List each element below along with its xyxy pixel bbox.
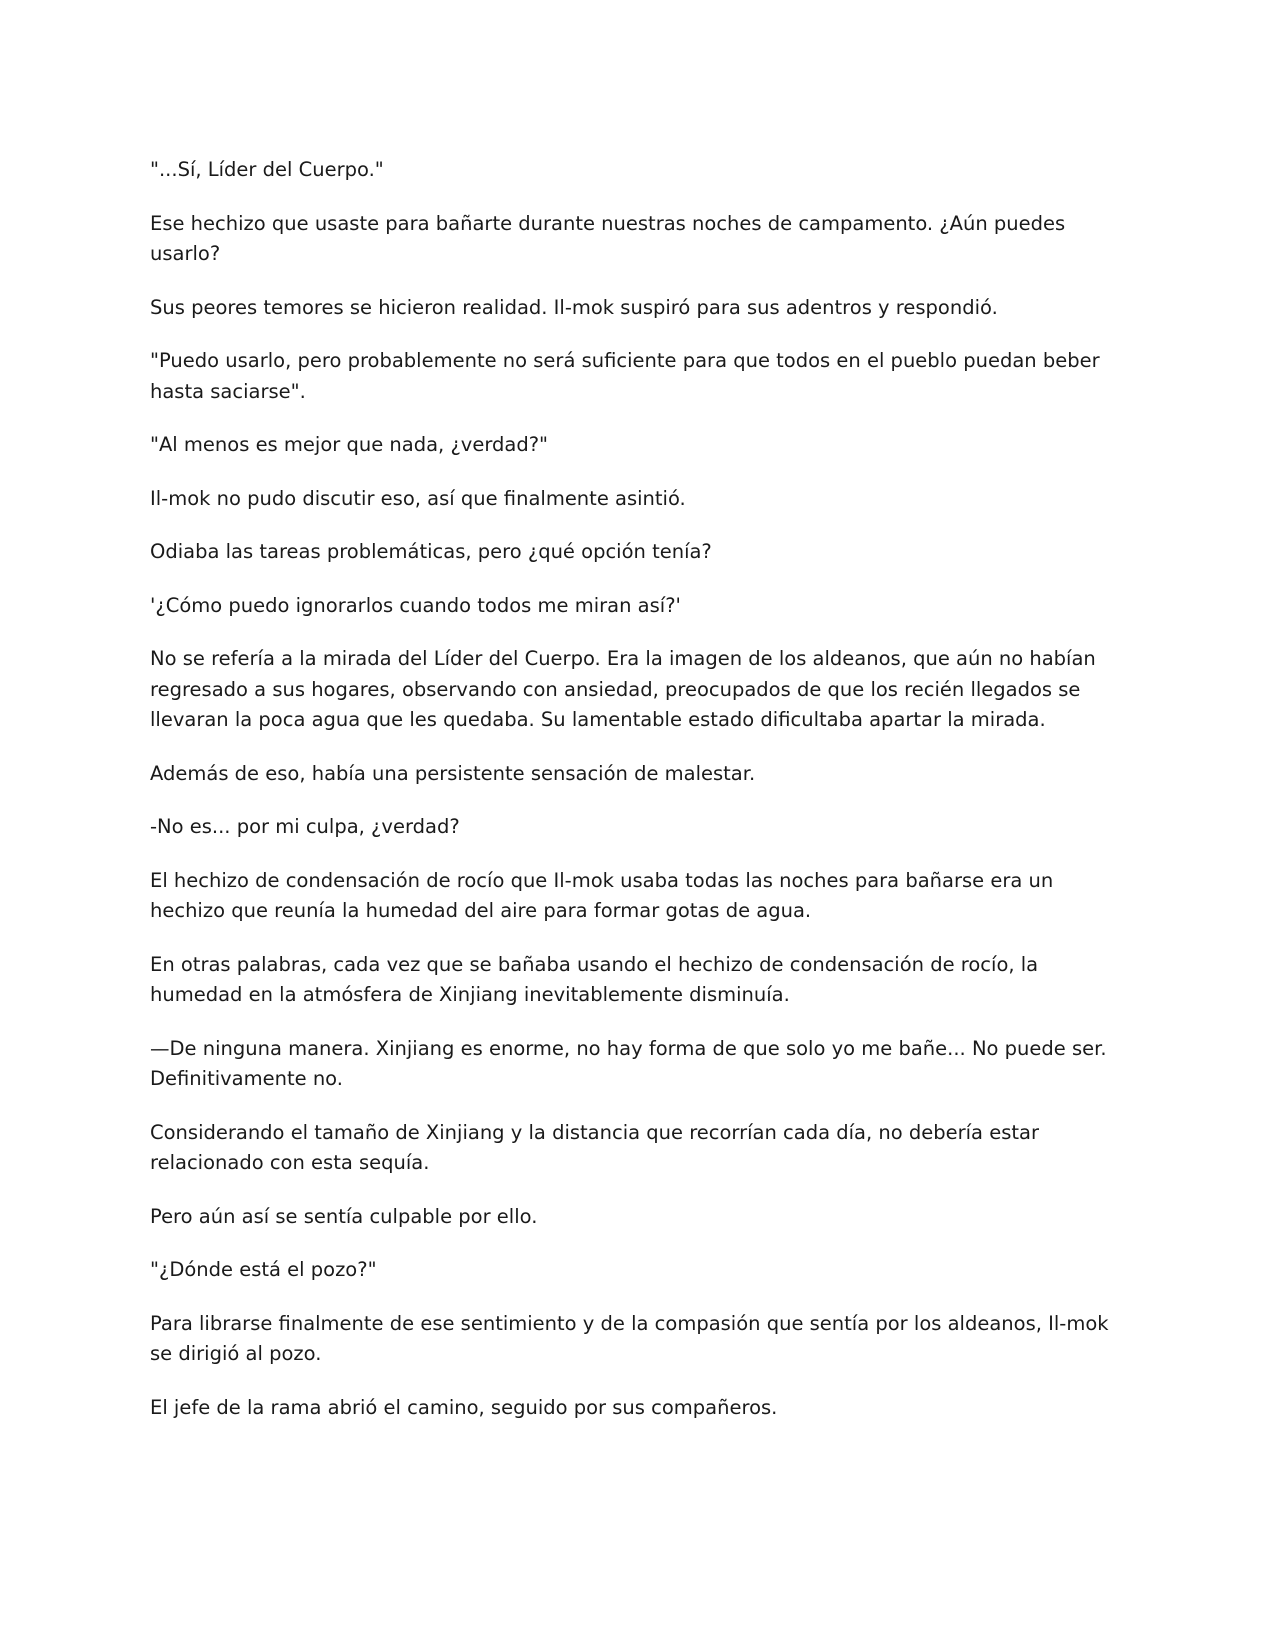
paragraph-2: Ese hechizo que usaste para bañarte durante nuestras noches de campamento. ¿Aún puedes usarlo? [150, 211, 1066, 265]
paragraph-13: En otras palabras, cada vez que se bañaba usando el hechizo de condensación de rocío, la humedad en la atmósfera de Xinjiang inevitablemente disminuía. [150, 952, 1039, 1006]
document-body [150, 155, 1110, 1446]
paragraph-14: —De ninguna manera. Xinjiang es enorme, no hay forma de que solo yo me bañe... No puede ser. Definitivamente no. [150, 1036, 1107, 1090]
paragraph-7: Odiaba las tareas problemáticas, pero ¿qué opción tenía? [150, 540, 712, 563]
paragraph-19: El jefe de la rama abrió el camino, seguido por sus compañeros. [150, 1395, 778, 1419]
paragraph-9: No se refería a la mirada del Líder del Cuerpo. Era la imagen de los aldeanos, que aún no habían regresado a sus hogares, observando con ansiedad, preocupados de que los recién llegados se llevaran la poca agua que les quedaba. Su lamentable estado dificultaba apartar la mirada. [150, 647, 1096, 731]
paragraph-18: Para librarse finalmente de ese sentimiento y de la compasión que sentía por los aldeanos, Il-mok se dirigió al pozo. [150, 1311, 1109, 1365]
paragraph-10: Además de eso, había una persistente sensación de malestar. [150, 761, 756, 785]
paragraph-17: "¿Dónde está el pozo?" [150, 1258, 377, 1281]
paragraph-8: '¿Cómo puedo ignorarlos cuando todos me miran así?' [150, 593, 681, 617]
paragraph-3: Sus peores temores se hicieron realidad. Il-mok suspiró para sus adentros y respondió. [150, 295, 998, 319]
paragraph-12: El hechizo de condensación de rocío que Il-mok usaba todas las noches para bañarse era un hechizo que reunía la humedad del aire para formar gotas de agua. [150, 868, 1054, 922]
paragraph-15: Considerando el tamaño de Xinjiang y la distancia que recorrían cada día, no debería estar relacionado con esta sequía. [150, 1120, 1039, 1174]
paragraph-5: "Al menos es mejor que nada, ¿verdad?" [150, 433, 549, 456]
paragraph-11: -No es... por mi culpa, ¿verdad? [150, 815, 460, 838]
paragraph-16: Pero aún así se sentía culpable por ello. [150, 1204, 538, 1228]
paragraph-1: "...Sí, Líder del Cuerpo." [150, 158, 384, 181]
paragraph-6: Il-mok no pudo discutir eso, así que finalmente asintió. [150, 486, 686, 510]
paragraph-4: "Puedo usarlo, pero probablemente no será suficiente para que todos en el pueblo puedan beber hasta saciarse". [150, 349, 1100, 403]
